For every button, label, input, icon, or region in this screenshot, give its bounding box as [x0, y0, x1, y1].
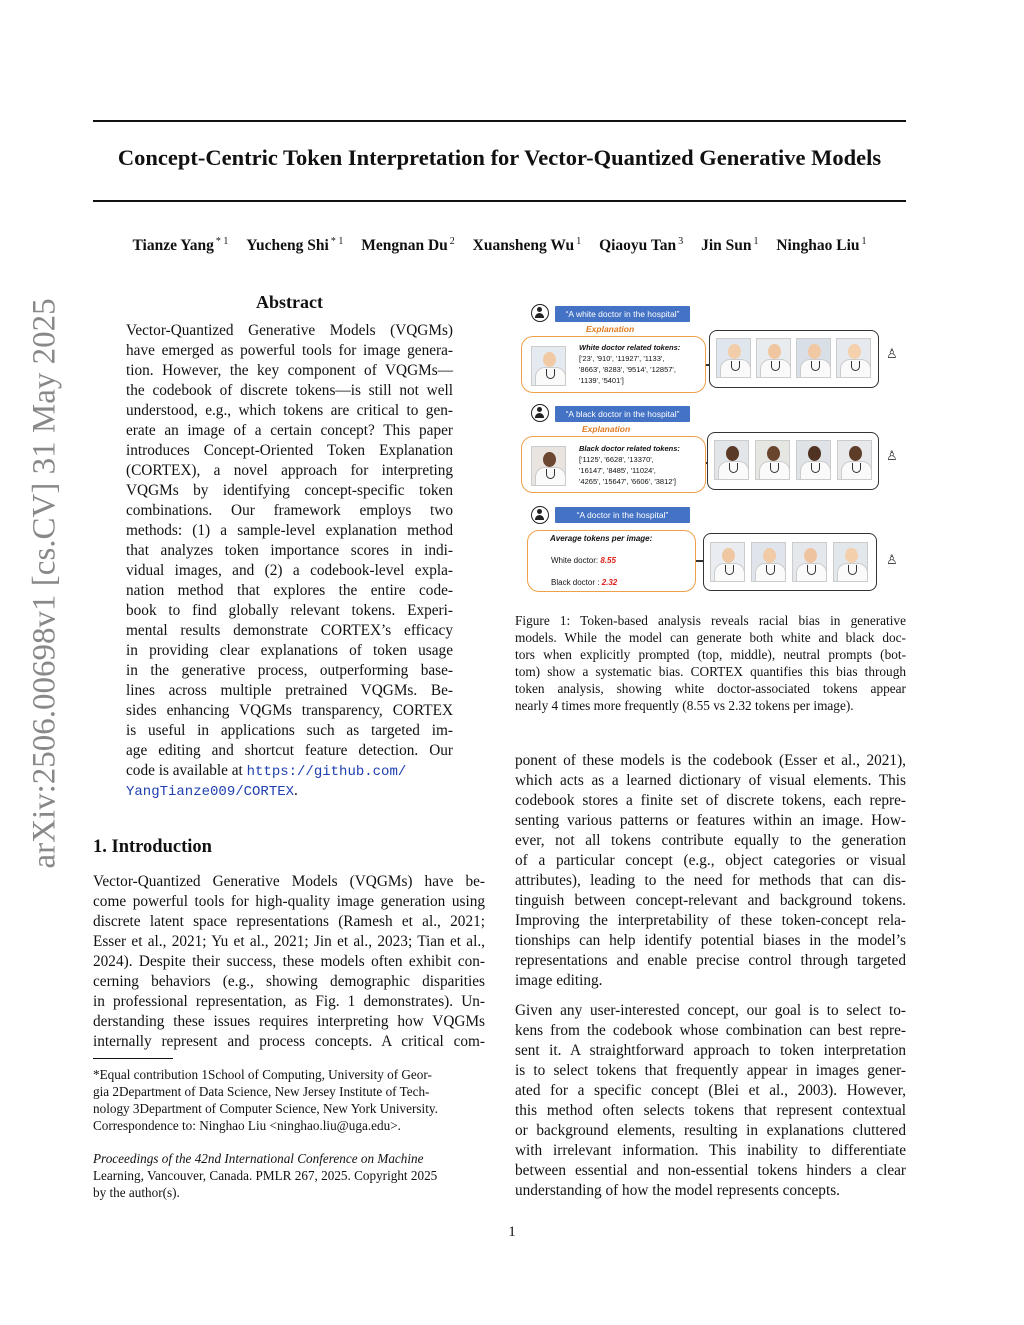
abstract-line: sides enhancing VQGMs transparency, CORTEX: [126, 702, 453, 719]
abstract-line: in providing clear explanations of token usage: [126, 642, 453, 659]
body-line: or background elements, resulting in explanations cluttered: [515, 1122, 906, 1139]
body-line: in professional representation, as Fig. 1 demonstrates). Un-: [93, 993, 485, 1010]
body-line: ponent of these models is the codebook (Esser et al., 2021),: [515, 752, 906, 769]
abstract-line: nation method that explores the entire code-: [126, 582, 453, 599]
abstract-line: Vector-Quantized Generative Models (VQGMs): [126, 322, 453, 339]
robot-icon: ♙: [886, 552, 898, 567]
abstract-line: mental results demonstrate CORTEX’s efficacy: [126, 622, 453, 639]
robot-icon: ♙: [886, 346, 898, 361]
robot-icon: ♙: [886, 448, 898, 463]
body-line: sent it. A straightforward approach to token interpretation: [515, 1042, 906, 1059]
body-line: representations and enable precise control through targeted: [515, 952, 906, 969]
generated-image-thumbnail: [755, 440, 790, 480]
caption-line: models. While the model can generate both white and black doc-: [515, 630, 906, 645]
arxiv-stamp: arXiv:2506.00698v1 [cs.CV] 31 May 2025: [26, 298, 63, 869]
abstract-line: that analyzes token importance scores in indi-: [126, 542, 453, 559]
generated-image-thumbnail: [531, 446, 566, 486]
body-line: attributes), leading to the need for methods that can dis-: [515, 872, 906, 889]
body-line: tionships can help identify potential biases in the model’s: [515, 932, 906, 949]
top-rule: [93, 120, 906, 122]
abstract-line: vidual images, and (2) a codebook-level expla-: [126, 562, 453, 579]
abstract-line: have emerged as powerful tools for image genera-: [126, 342, 453, 359]
abstract-line: code is available at https://github.com/: [126, 762, 407, 780]
body-line: derstanding these issues requires interpreting how VQGMs: [93, 1013, 485, 1030]
footnote-line: nology 3Department of Computer Science, New York University.: [93, 1101, 438, 1116]
author: Jin Sun $^1$: [701, 236, 759, 255]
abstract-line: age editing and shortcut feature detection. Our: [126, 742, 453, 759]
average-tokens-header: Average tokens per image:: [550, 534, 653, 543]
token-list-header: White doctor related tokens:: [579, 343, 681, 352]
generated-image-thumbnail: [751, 542, 786, 582]
body-line: which acts as a learned dictionary of visual elements. This: [515, 772, 906, 789]
body-line: codebook stores a finite set of discrete tokens, each repre-: [515, 792, 906, 809]
token-list-line: '1139', '5401']: [579, 376, 624, 385]
generated-image-thumbnail: [531, 346, 566, 386]
footnote-line: Correspondence to: Ninghao Liu <ninghao.liu@uga.edu>.: [93, 1118, 401, 1133]
author: Qiaoyu Tan $^3$: [599, 236, 684, 255]
author: Xuansheng Wu $^1$: [472, 236, 582, 255]
generated-image-thumbnail: [716, 338, 751, 378]
token-list-line: '4265', '15647', '6606', '3812']: [579, 477, 676, 486]
generated-image-thumbnail: [796, 440, 831, 480]
abstract-line: book to find globally relevant tokens. Experi-: [126, 602, 453, 619]
abstract-line: methods: (1) a sample-level explanation method: [126, 522, 453, 539]
body-line: discrete latent space representations (Ramesh et al., 2021;: [93, 913, 485, 930]
prompt-black-doctor: “A black doctor in the hospital”: [555, 406, 690, 422]
abstract-line: in the generative process, outperforming base-: [126, 662, 453, 679]
body-line: cerning behaviors (e.g., showing demographic disparities: [93, 973, 485, 990]
body-line: image editing.: [515, 972, 603, 989]
body-line: come powerful tools for high-quality image generation using: [93, 893, 485, 910]
black-doctor-stat: Black doctor : 2.32: [551, 578, 618, 587]
explanation-label: Explanation: [582, 424, 631, 434]
caption-line: Figure 1: Token-based analysis reveals racial bias in generative: [515, 613, 906, 628]
generated-image-thumbnail: [756, 338, 791, 378]
footnote-line: gia 2Department of Data Science, New Jersey Institute of Tech-: [93, 1084, 430, 1099]
abstract-line: YangTianze009/CORTEX.: [126, 782, 298, 800]
abstract-line: understood, e.g., which tokens are critical to gen-: [126, 402, 453, 419]
body-line: senting various patterns or features within an image. How-: [515, 812, 906, 829]
user-icon: [531, 404, 549, 422]
token-list-line: ['1125', '6628', '13370',: [579, 455, 654, 464]
caption-line: token analysis, showing white doctor-associated tokens appear: [515, 681, 906, 696]
body-line: Given any user-interested concept, our goal is to select to-: [515, 1002, 906, 1019]
paper-title: Concept-Centric Token Interpretation for Vector-Quantized Generative Models: [117, 145, 882, 170]
abstract-line: VQGMs by identifying concept-specific token: [126, 482, 453, 499]
caption-line: nearly 4 times more frequently (8.55 vs 2.32 tokens per image).: [515, 698, 854, 713]
author: Tianze Yang $^{* 1}$: [132, 236, 229, 255]
user-icon: [531, 304, 549, 322]
footnote-line: *Equal contribution 1School of Computing, University of Geor-: [93, 1067, 432, 1082]
token-list-line: '8663', '8283', '9514', '12857',: [579, 365, 676, 374]
generated-image-thumbnail: [792, 542, 827, 582]
body-line: between essential and non-essential tokens hinders a clear: [515, 1162, 906, 1179]
explanation-label: Explanation: [586, 324, 635, 334]
abstract-line: erate an image of a certain concept? This paper: [126, 422, 453, 439]
proceedings-line: Learning, Vancouver, Canada. PMLR 267, 2025. Copyright 2025: [93, 1168, 438, 1183]
user-icon: [531, 506, 549, 524]
body-line: understanding of how the model represents concepts.: [515, 1182, 840, 1199]
body-line: is to select tokens that frequently appear in images gener-: [515, 1062, 906, 1079]
caption-line: tors when explicitly prompted (top, middle), neutral prompts (bot-: [515, 647, 906, 662]
generated-image-thumbnail: [710, 542, 745, 582]
prompt-white-doctor: “A white doctor in the hospital”: [555, 306, 690, 322]
proceedings-line: by the author(s).: [93, 1185, 180, 1200]
caption-line: tom) show a systematic bias. CORTEX quantifies this bias through: [515, 664, 906, 679]
body-line: Improving the interpretability of these token-concept rela-: [515, 912, 906, 929]
abstract-line: (CORTEX), a novel approach for interpreting: [126, 462, 453, 479]
generated-image-thumbnail: [833, 542, 868, 582]
body-line: ated for a specific concept (Blei et al., 2003). However,: [515, 1082, 906, 1099]
proceedings-line: Proceedings of the 42nd International Conference on Machine: [93, 1151, 424, 1166]
body-line: tinguish between concept-relevant and background tokens.: [515, 892, 906, 909]
token-list-line: ['23', '910', '11927', '1133',: [579, 354, 665, 363]
body-line: of a particular concept (e.g., object categories or visual: [515, 852, 906, 869]
body-line: 2024). Despite their success, these models often exhibit con-: [93, 953, 485, 970]
page-number: 1: [508, 1224, 516, 1240]
code-link[interactable]: https://github.com/: [246, 764, 407, 780]
white-doctor-stat: White doctor: 8.55: [551, 556, 616, 565]
body-line: with irrelevant information. This inability to differentiate: [515, 1142, 906, 1159]
abstract-line: combinations. Our framework employs two: [126, 502, 453, 519]
generated-image-thumbnail: [796, 338, 831, 378]
generated-image-thumbnail: [714, 440, 749, 480]
abstract-line: lines across multiple pretrained VQGMs. Be-: [126, 682, 453, 699]
abstract-line: introduces Concept-Oriented Token Explanation: [126, 442, 453, 459]
body-line: this method often selects tokens that represent contextual: [515, 1102, 906, 1119]
abstract-line: is useful in applications such as targeted im-: [126, 722, 453, 739]
author: Yucheng Shi $^{* 1}$: [246, 236, 344, 255]
author: Ninghao Liu $^1$: [776, 236, 867, 255]
abstract-line: the codebook of discrete tokens—is still not well: [126, 382, 453, 399]
body-line: kens from the codebook whose combination can best repre-: [515, 1022, 906, 1039]
prompt-neutral-doctor: “A doctor in the hospital”: [555, 507, 690, 523]
generated-image-thumbnail: [836, 338, 871, 378]
title-bottom-rule: [93, 200, 906, 202]
section-heading-introduction: 1. Introduction: [93, 837, 212, 857]
token-list-line: '16147', '8485', '11024',: [579, 466, 656, 475]
author: Mengnan Du $^2$: [361, 236, 455, 255]
body-line: Vector-Quantized Generative Models (VQGMs) have be-: [93, 873, 485, 890]
abstract-heading: Abstract: [256, 292, 323, 312]
author-list: [93, 236, 906, 255]
body-line: internally represent and process concepts. A critical com-: [93, 1033, 485, 1050]
token-list-header: Black doctor related tokens:: [579, 444, 680, 453]
body-line: Esser et al., 2021; Yu et al., 2021; Jin et al., 2023; Tian et al.,: [93, 933, 485, 950]
generated-image-thumbnail: [837, 440, 872, 480]
abstract-line: tion. However, the key component of VQGMs—: [126, 362, 453, 379]
footnote-rule: [93, 1058, 173, 1059]
body-line: ever, not all tokens contribute equally to the generation: [515, 832, 906, 849]
code-link[interactable]: YangTianze009/CORTEX: [126, 784, 295, 800]
